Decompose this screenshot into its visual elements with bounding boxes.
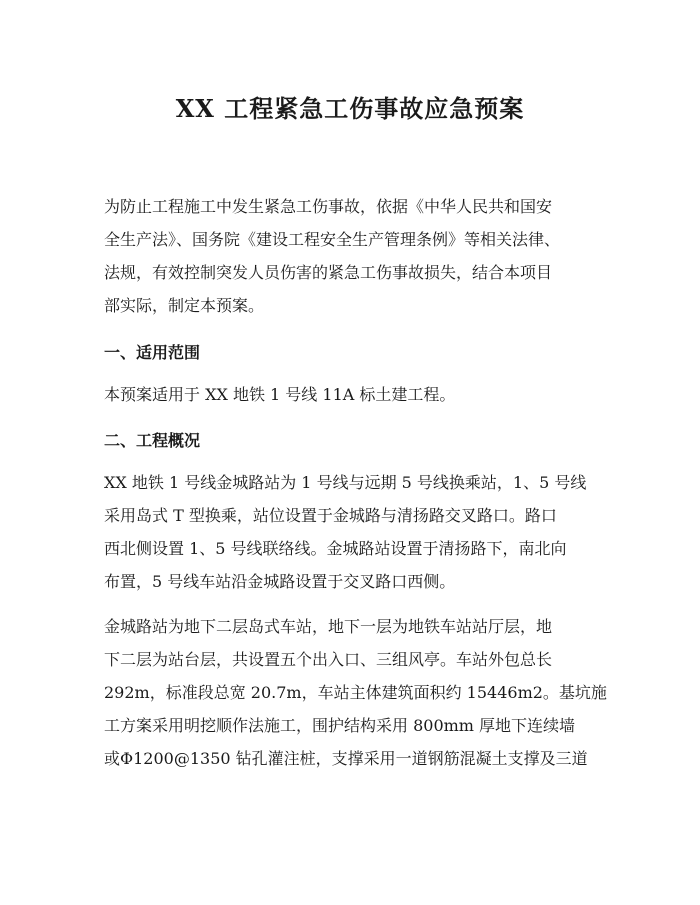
overview-paragraph-1 bbox=[104, 466, 604, 598]
overview-line: XX 地铁 1 号线金城路站为 1 号线与远期 5 号线换乘站，1、5 号线 bbox=[104, 473, 587, 492]
scope-line: 本预案适用于 XX 地铁 1 号线 11A 标土建工程。 bbox=[104, 385, 456, 404]
overview-line: 西北侧设置 1、5 号线联络线。金城路站设置于清扬路下，南北向 bbox=[104, 539, 567, 558]
scope-paragraph bbox=[104, 378, 604, 411]
intro-line: 法规，有效控制突发人员伤害的紧急工伤事故损失，结合本项目 bbox=[104, 263, 553, 282]
section-heading-overview: 二、工程概况 bbox=[104, 431, 201, 450]
intro-line: 全生产法》、国务院《建设工程安全生产管理条例》等相关法律、 bbox=[104, 230, 561, 249]
overview-line: 下二层为站台层，共设置五个出入口、三组风亭。车站外包总长 bbox=[104, 650, 553, 669]
overview-line: 工方案采用明挖顺作法施工，围护结构采用 800mm 厚地下连续墙 bbox=[104, 716, 576, 735]
document-title: XX 工程紧急工伤事故应急预案 bbox=[175, 94, 525, 123]
overview-line: 或Φ1200@1350 钻孔灌注桩，支撑采用一道钢筋混凝土支撑及三道 bbox=[104, 749, 588, 768]
intro-line: 为防止工程施工中发生紧急工伤事故，依据《中华人民共和国安 bbox=[104, 197, 553, 216]
overview-line: 292m，标准段总宽 20.7m，车站主体建筑面积约 15446m2。基坑施 bbox=[104, 683, 607, 702]
overview-paragraph-2 bbox=[104, 610, 607, 775]
overview-line: 布置，5 号线车站沿金城路设置于交叉路口西侧。 bbox=[104, 572, 456, 591]
section-heading-scope: 一、适用范围 bbox=[104, 343, 201, 362]
intro-line: 部实际，制定本预案。 bbox=[104, 296, 265, 315]
intro-paragraph bbox=[104, 190, 604, 322]
overview-line: 采用岛式 T 型换乘，站位设置于金城路与清扬路交叉路口。路口 bbox=[104, 506, 557, 525]
overview-line: 金城路站为地下二层岛式车站，地下一层为地铁车站站厅层，地 bbox=[104, 617, 553, 636]
